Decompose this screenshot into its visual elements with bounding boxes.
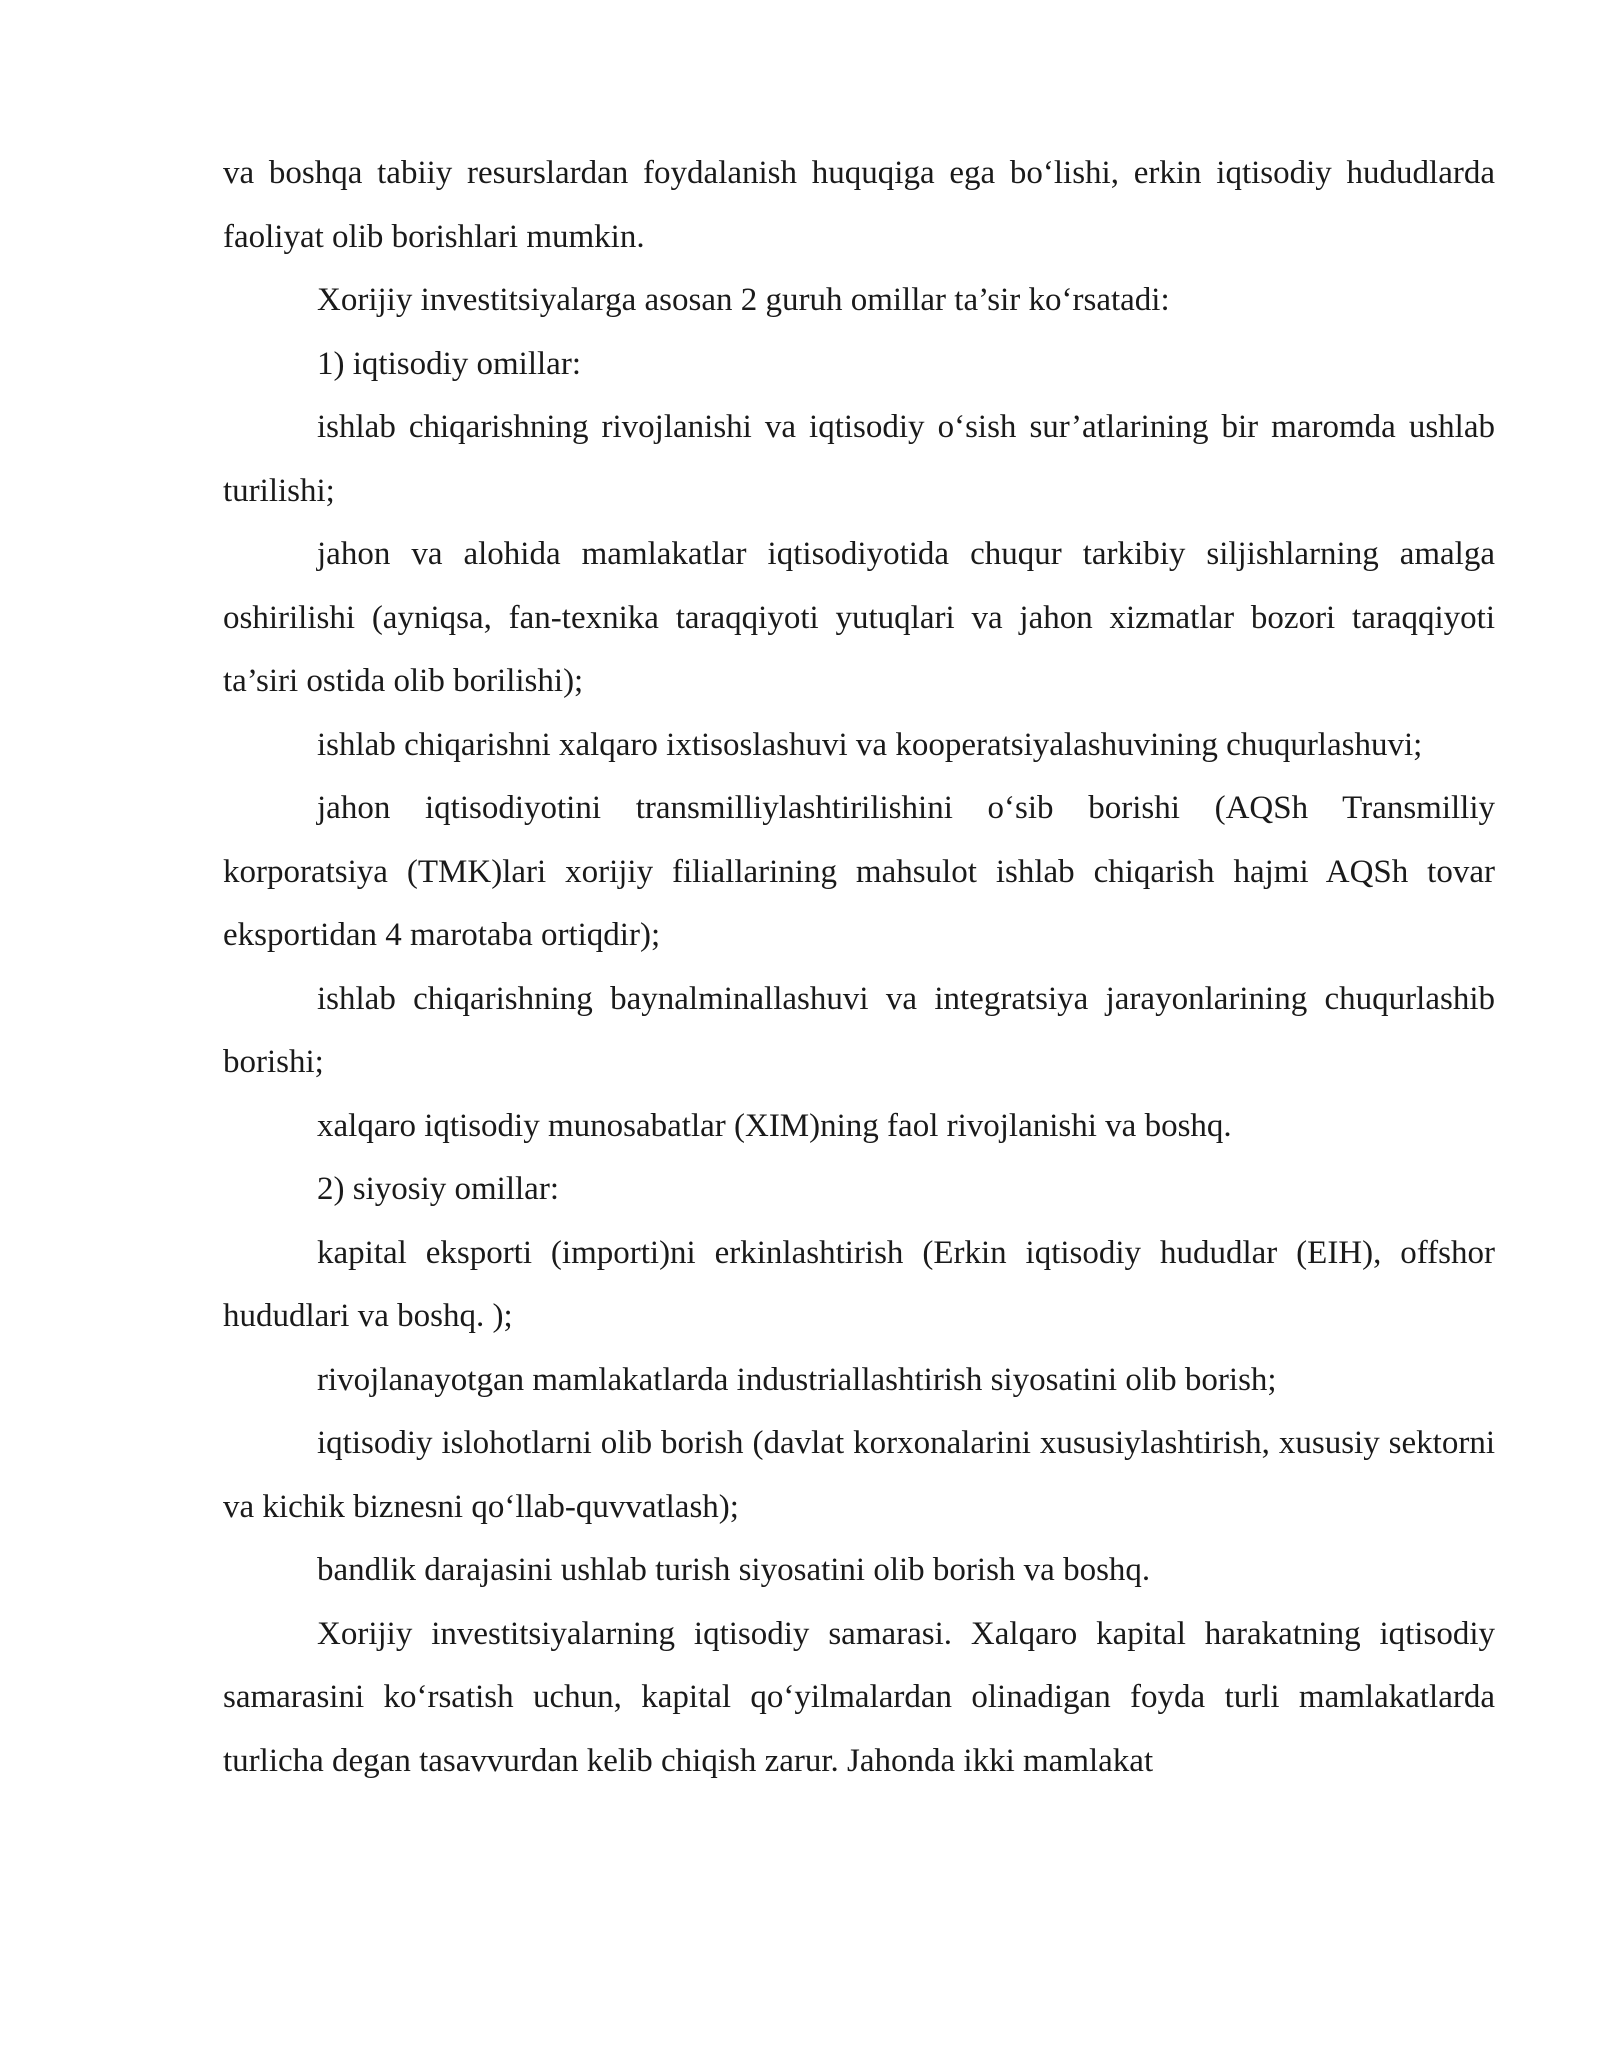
paragraph: 1) iqtisodiy omillar: [317, 345, 581, 382]
paragraph: jahon iqtisodiyotini transmilliylashtirilishini o‘sib borishi (AQSh Transmilliy korporatsiya (TMK)lari xorijiy filiallarining mahsulot ishlab chiqarish hajmi AQSh tovar eksportidan 4 marotaba ortiqdir); [223, 790, 1495, 953]
paragraph: 2) siyosiy omillar: [317, 1171, 559, 1207]
paragraph: bandlik darajasini ushlab turish siyosatini olib borish va boshq. [317, 1552, 1151, 1588]
paragraph: ishlab chiqarishni xalqaro ixtisoslashuvi va kooperatsiyalashuvining chuqurlashuvi; [317, 726, 1423, 763]
paragraph: Xorijiy investitsiyalarning iqtisodiy samarasi. Xalqaro kapital harakatning iqtisodiy samarasini ko‘rsatish uchun, kapital qo‘yilmalardan olinadigan foyda turli mamlakatlarda turlicha degan tasavvurdan kelib chiqish zarur. Jahonda ikki mamlakat [223, 1615, 1495, 1779]
paragraph: kapital eksporti (importi)ni erkinlashtirish (Erkin iqtisodiy hududlar (EIH), offshor hududlari va boshq. ); [223, 1234, 1495, 1334]
paragraph: Xorijiy investitsiyalarga asosan 2 guruh omillar ta’sir ko‘rsatadi: [317, 282, 1170, 318]
paragraph: iqtisodiy islohotlarni olib borish (davlat korxonalarini xususiylashtirish, xususiy sektorni va kichik biznesni qo‘llab-quvvatlash); [223, 1425, 1495, 1525]
paragraph: xalqaro iqtisodiy munosabatlar (XIM)ning faol rivojlanishi va boshq. [317, 1107, 1232, 1144]
paragraph: va boshqa tabiiy resurslardan foydalanish huquqiga ega bo‘lishi, erkin iqtisodiy hududlarda faoliyat olib borishlari mumkin. [223, 155, 1495, 255]
paragraph: jahon va alohida mamlakatlar iqtisodiyotida chuqur tarkibiy siljishlarning amalga oshirilishi (ayniqsa, fan-texnika taraqqiyoti yutuqlari va jahon xizmatlar bozori taraqqiyoti ta’siri ostida olib borilishi); [223, 536, 1495, 699]
paragraph: ishlab chiqarishning baynalminallashuvi va integratsiya jarayonlarining chuqurlashib borishi; [223, 980, 1495, 1080]
paragraph: rivojlanayotgan mamlakatlarda industriallashtirish siyosatini olib borish; [317, 1361, 1277, 1398]
document-body [223, 142, 1495, 1793]
paragraph: ishlab chiqarishning rivojlanishi va iqtisodiy o‘sish sur’atlarining bir maromda ushlab turilishi; [223, 409, 1495, 509]
